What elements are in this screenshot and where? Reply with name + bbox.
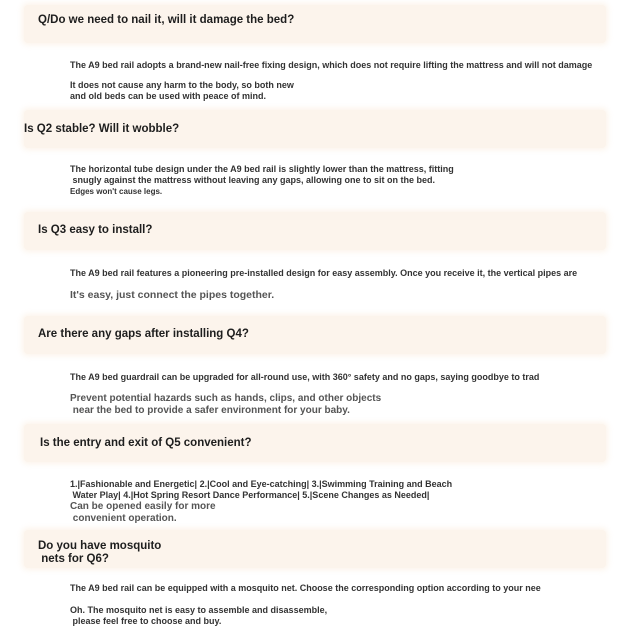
note-5: Can be opened easily for more convenient operation. <box>70 501 216 524</box>
answer-1: The A9 bed rail adopts a brand-new nail-free fixing design, which does not require lifting the mattress and will not damage <box>70 60 593 70</box>
answer-6: The A9 bed rail can be equipped with a mosquito net. Choose the corresponding option according to your nee <box>70 583 541 593</box>
answer-2: The horizontal tube design under the A9 bed rail is slightly lower than the mattress, fitting snugly against the mattress without leaving any gaps, allowing one to sit on the bed. <box>70 164 454 185</box>
question-2: Is Q2 stable? Will it wobble? <box>24 123 180 135</box>
answer-4: The A9 bed guardrail can be upgraded for all-round use, with 360° safety and no gaps, saying goodbye to trad <box>70 372 540 382</box>
question-3: Is Q3 easy to install? <box>38 224 153 236</box>
question-1: Q/Do we need to nail it, will it damage the bed? <box>38 14 295 26</box>
question-5: Is the entry and exit of Q5 convenient? <box>40 437 252 449</box>
question-4: Are there any gaps after installing Q4? <box>38 328 249 340</box>
note-1: It does not cause any harm to the body, so both new and old beds can be used with peace of mind. <box>70 80 294 101</box>
note-6: Oh. The mosquito net is easy to assemble and disassemble, please feel free to choose and buy. <box>70 605 328 626</box>
answer-3: The A9 bed rail features a pioneering pre-installed design for easy assembly. Once you receive it, the vertical pipes are <box>70 268 578 278</box>
answer-5: 1.|Fashionable and Energetic| 2.|Cool and Eye-catching| 3.|Swimming Training and Beach Water Play| 4.|Hot Spring Resort Dance Performance| 5.|Scene Changes as Needed| <box>70 479 453 500</box>
question-6: Do you have mosquito nets for Q6? <box>38 540 162 565</box>
note-3: It's easy, just connect the pipes together. <box>70 289 275 301</box>
note-4: Prevent potential hazards such as hands, clips, and other objects near the bed to provide a safer environment for your baby. <box>70 393 382 416</box>
note-2: Edges won't cause legs. <box>70 187 163 196</box>
